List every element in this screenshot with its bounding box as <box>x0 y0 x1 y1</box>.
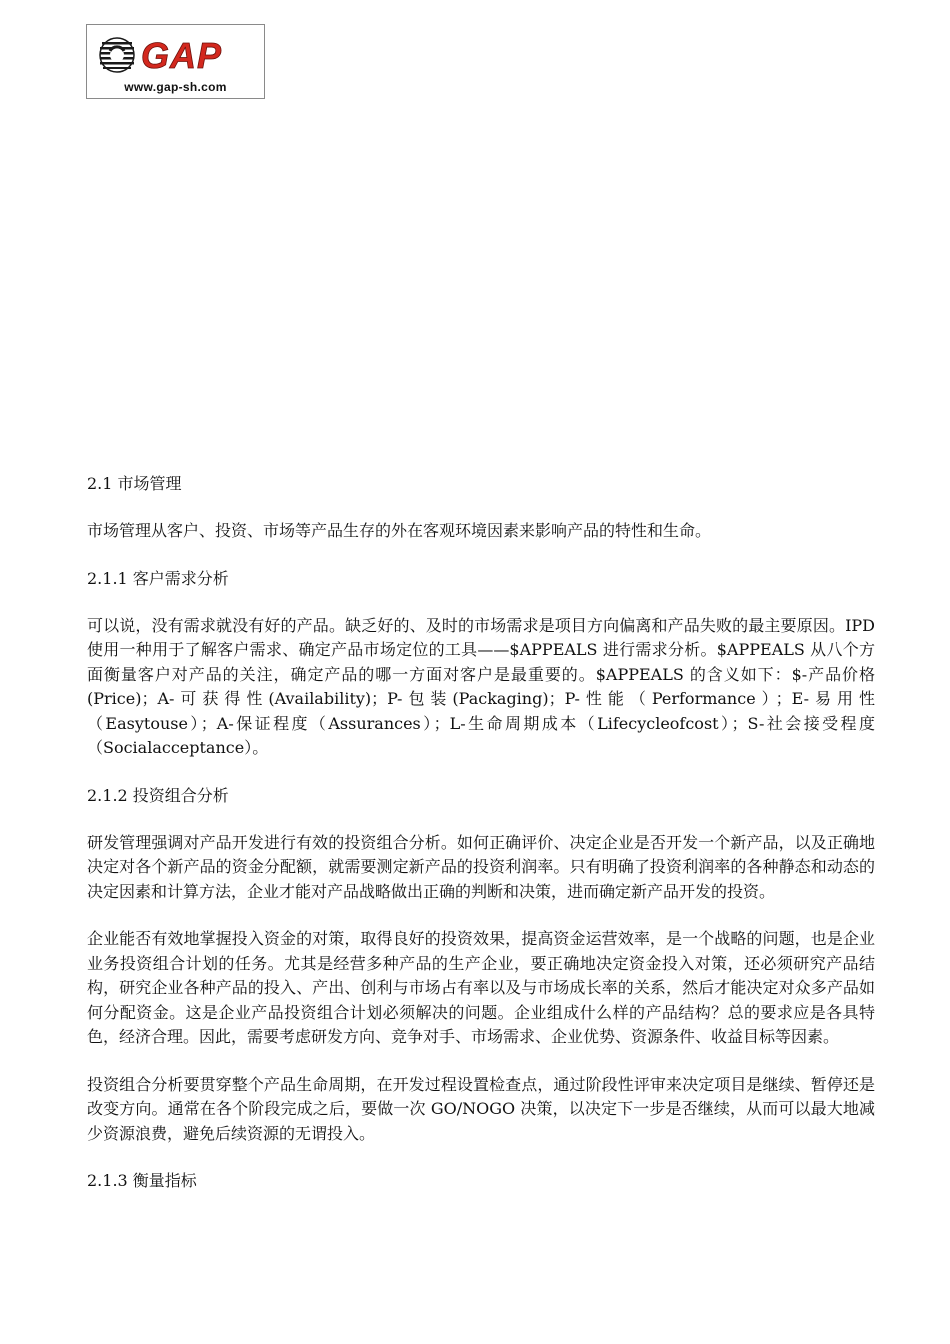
document-body <box>87 472 875 1193</box>
section-heading-2-1: 2.1 市场管理 <box>87 474 182 493</box>
section-heading-2-1-2: 2.1.2 投资组合分析 <box>87 785 229 805</box>
section-heading-2-1-3: 2.1.3 衡量指标 <box>87 1171 197 1190</box>
paragraph-portfolio-strategy: 企业能否有效地掌握投入资金的对策，取得良好的投资效果，提高资金运营效率，是一个战略的问题，也是企业业务投资组合计划的任务。尤其是经营多种产品的生产企业，要正确地决定资金投入对策，还必须研究产品结构，研究企业各种产品的投入、产出、创利与市场占有率以及与市场成长率的关系，然后才能决定对众多产品如何分配资金。这是企业产品投资组合计划必须解决的问题。企业组成什么样的产品结构？总的要求应是各具特色，经济合理。因此，需要考虑研发方向、竞争对手、市场需求、企业优势、资源条件、收益目标等因素。 <box>87 929 875 1046</box>
logo-url: www.gap-sh.com <box>124 80 227 94</box>
paragraph-customer-needs: 可以说，没有需求就没有好的产品。缺乏好的、及时的市场需求是项目方向偏离和产品失败的最主要原因。IPD 使用一种用于了解客户需求、确定产品市场定位的工具——$APPEALS 进行需求分析。$APPEALS 从八个方面衡量客户对产品的关注，确定产品的哪一方面对客户是最重要的。$APPEALS 的含义如下：$-产品价格(Price)；A-可获得性(Availability)；P-包装(Packaging)；P-性能（Performance）；E-易用性（Easytouse）；A-保证程度（Assurances）；L-生命周期成本（Lifecycleofcost）；S-社会接受程度（Socialacceptance）。 <box>87 615 875 757</box>
globe-icon <box>100 38 134 72</box>
paragraph-portfolio-lifecycle: 投资组合分析要贯穿整个产品生命周期，在开发过程设置检查点，通过阶段性评审来决定项目是继续、暂停还是改变方向。通常在各个阶段完成之后，要做一次 GO/NOGO 决策，以决定下一步是否继续，从而可以最大地减少资源浪费，避免后续资源的无谓投入。 <box>87 1074 875 1143</box>
section-heading-2-1-1: 2.1.1 客户需求分析 <box>87 568 229 588</box>
paragraph-market-management: 市场管理从客户、投资、市场等产品生存的外在客观环境因素来影响产品的特性和生命。 <box>87 521 712 540</box>
company-logo <box>86 24 265 99</box>
gap-logo-mark <box>97 33 257 77</box>
brand-text: GAP <box>141 35 223 76</box>
brand-wordmark <box>141 35 222 76</box>
paragraph-portfolio-intro: 研发管理强调对产品开发进行有效的投资组合分析。如何正确评价、决定企业是否开发一个新产品，以及正确地决定对各个新产品的资金分配额，就需要测定新产品的投资利润率。只有明确了投资利润率的各种静态和动态的决定因素和计算方法，企业才能对产品战略做出正确的判断和决策，进而确定新产品开发的投资。 <box>87 832 875 901</box>
